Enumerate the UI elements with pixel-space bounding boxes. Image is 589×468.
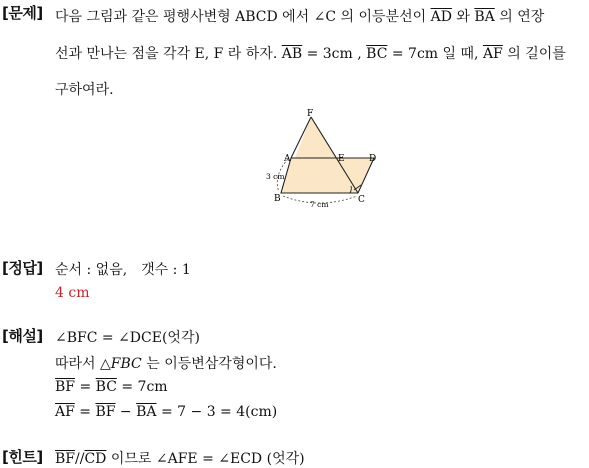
segment-ad: $\overline{AD}$ [430, 9, 452, 25]
segment-af: $\overline{AF}$ [482, 46, 503, 62]
explanation-tag: [해설] [2, 327, 43, 345]
label-ab-length: 3 cm [266, 172, 285, 181]
answer-meta: 순서 : 없음, 갯수 : 1 [55, 262, 191, 278]
text: // [75, 451, 85, 467]
text: = 7cm 일 때, [387, 46, 483, 62]
triangle-name: FBC [110, 356, 142, 372]
text: = 7 − 3 = 4(cm) [156, 404, 278, 420]
problem-tag: [문제] [2, 4, 43, 22]
text: = 3cm , [302, 46, 367, 62]
segment-ba: $\overline{BA}$ [136, 404, 157, 420]
text: 의 길이를 [502, 46, 566, 62]
parallelogram-shape [281, 158, 374, 193]
text: = [75, 379, 96, 395]
segment-ab: $\overline{AB}$ [281, 46, 303, 62]
segment-bf: $\overline{BF}$ [95, 404, 116, 420]
label-bc-length: 7 cm [310, 200, 329, 209]
answer-value: 4 cm [55, 285, 90, 301]
parallelogram-figure [258, 106, 388, 211]
label-f: F [307, 109, 314, 119]
text: 따라서 △ [55, 356, 111, 372]
segment-bf: $\overline{BF}$ [55, 451, 76, 467]
label-e: E [338, 154, 345, 164]
segment-bc: $\overline{BC}$ [366, 46, 388, 62]
text: 선과 만나는 점을 각각 E, F 라 하자. [55, 46, 282, 62]
label-b: B [274, 194, 281, 204]
segment-bc: $\overline{BC}$ [95, 379, 117, 395]
hint-line [55, 448, 305, 468]
text: 와 [451, 9, 475, 25]
explanation-line-2 [55, 353, 277, 373]
hint-tag: [힌트] [2, 448, 43, 466]
segment-bf: $\overline{BF}$ [55, 379, 76, 395]
text: = [74, 404, 96, 420]
text: 이므로 ∠AFE = ∠ECD (엇각) [106, 451, 305, 467]
problem-line-3: 구하여라. [55, 82, 114, 98]
text: − [115, 404, 137, 420]
explanation-line-4 [55, 404, 277, 420]
segment-cd: $\overline{CD}$ [84, 451, 107, 467]
segment-ba: $\overline{BA}$ [474, 9, 495, 25]
label-c: C [358, 195, 365, 205]
label-a: A [284, 154, 291, 164]
text: 는 이등변삼각형이다. [141, 356, 277, 372]
text: 의 연장 [494, 9, 545, 25]
label-d: D [369, 154, 377, 164]
text: 다음 그림과 같은 평행사변형 ABCD 에서 ∠C 의 이등분선이 [55, 9, 431, 25]
problem-line-1 [55, 6, 544, 26]
problem-line-2 [55, 43, 566, 63]
text: = 7cm [116, 379, 168, 395]
explanation-line-3 [55, 379, 168, 395]
answer-tag: [정답] [2, 259, 43, 277]
segment-af: $\overline{AF}$ [55, 404, 75, 420]
explanation-line-1: ∠BFC = ∠DCE(엇각) [55, 330, 200, 346]
